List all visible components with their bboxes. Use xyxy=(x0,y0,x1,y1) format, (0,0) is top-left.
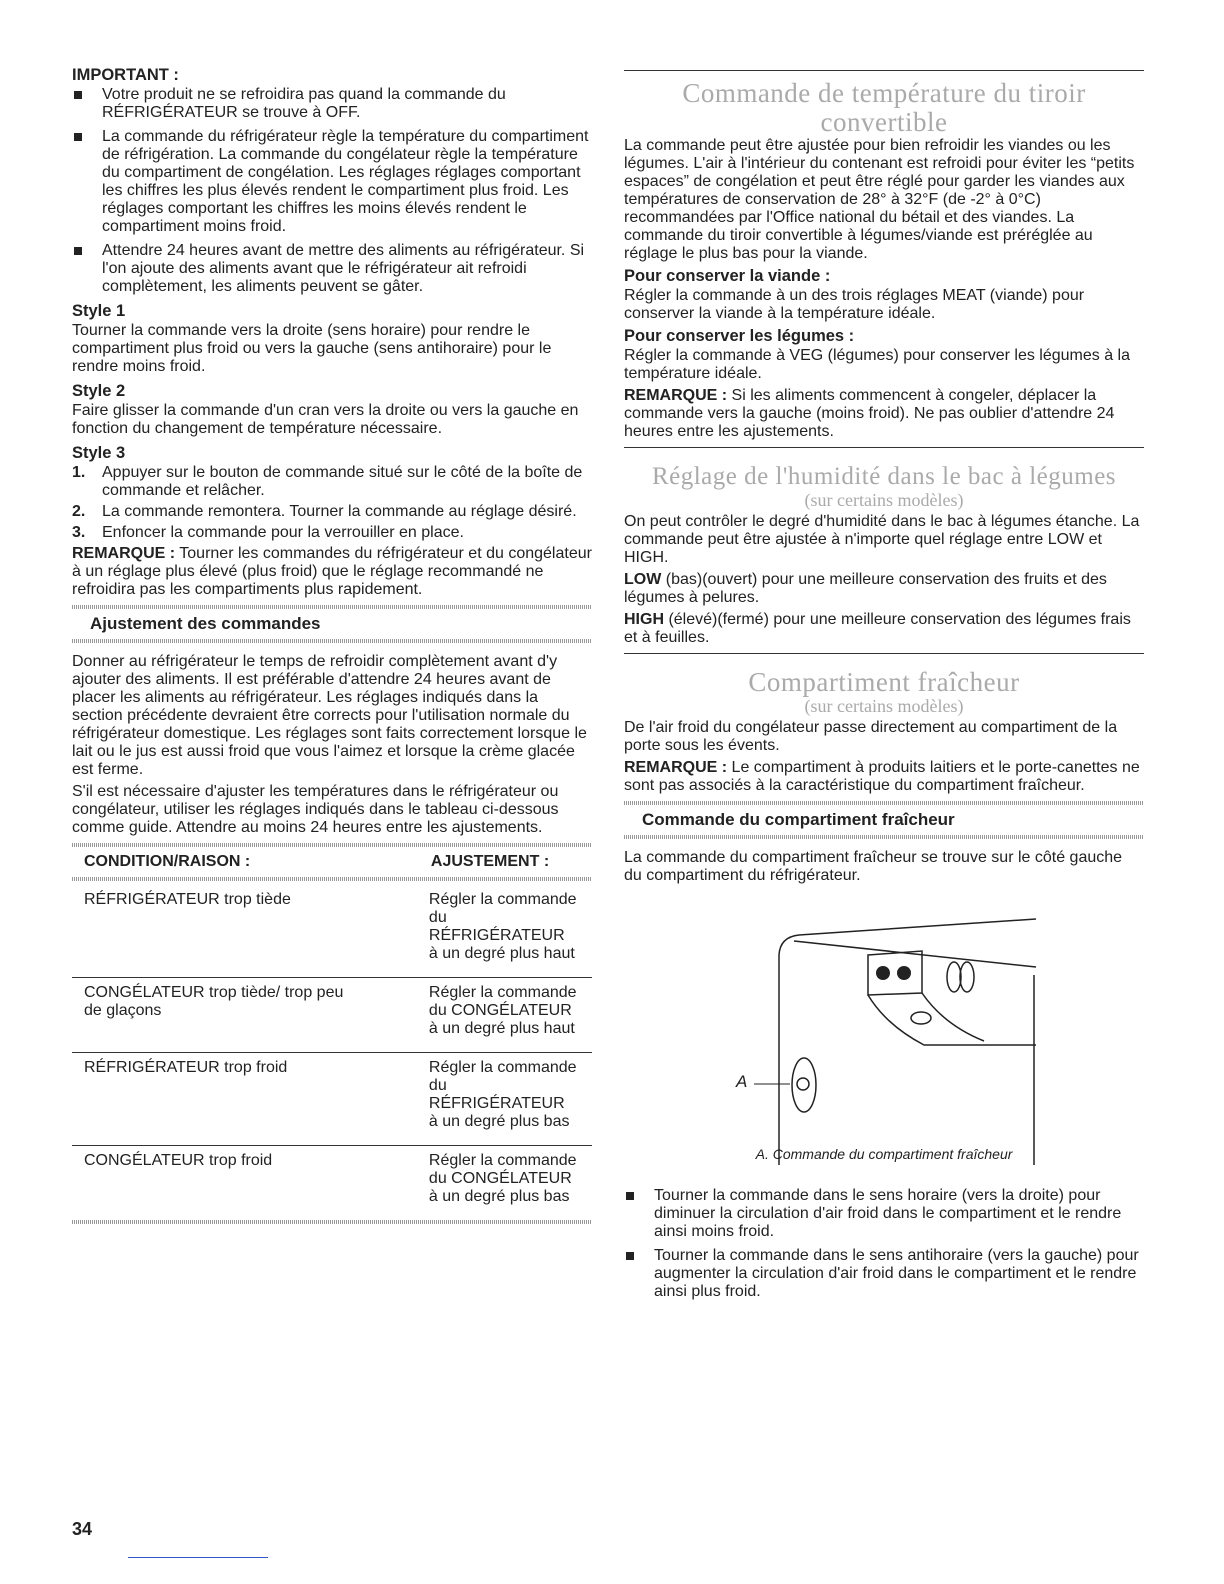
section-subtitle: (sur certains modèles) xyxy=(804,696,964,716)
list-item xyxy=(72,128,592,236)
step-text: La commande remontera. Tourner la commande au réglage désiré. xyxy=(102,503,577,520)
adjustment-line: à un degré plus bas xyxy=(428,1113,570,1130)
condition-cell: RÉFRIGÉRATEUR trop tiède xyxy=(72,885,417,978)
high-text: (élevé)(fermé) pour une meilleure conservation des légumes frais et à feuilles. xyxy=(624,611,1131,646)
divider xyxy=(624,70,1144,71)
paragraph: Donner au réfrigérateur le temps de refroidir complètement avant d'y ajouter des aliments. Il est préférable d'attendre 24 heures avant de placer les aliments au réfrigérateur. Les réglages indiqués dans la section précédente devraient être corrects pour l'utilisation normale du réfrigérateur domestique. Les réglages sont faits correctement lorsque le lait ou le jus est aussi froid que vous l'aimez et lorsque la crème glacée est ferme. xyxy=(72,653,587,778)
list-item xyxy=(624,1187,1144,1241)
section-title: Commande du compartiment fraîcheur xyxy=(642,810,955,829)
condition-cell: CONGÉLATEUR trop tiède/ trop peu de glaçons xyxy=(72,978,417,1053)
divider xyxy=(624,835,1144,839)
style2-title: Style 2 xyxy=(72,382,126,400)
adjustment-line: à un degré plus haut xyxy=(428,1020,575,1037)
adjustment-line: du RÉFRIGÉRATEUR xyxy=(428,1077,565,1112)
bullet-text: Tourner la commande dans le sens horaire (vers la droite) pour diminuer la circulation d'air froid dans le compartiment et le rendre ainsi moins froid. xyxy=(654,1187,1122,1240)
adjustment-table xyxy=(72,853,592,1220)
condition-cell: CONGÉLATEUR trop froid xyxy=(84,1152,273,1169)
step xyxy=(72,524,592,542)
figure-label: A xyxy=(736,1072,748,1091)
adjustment-line: du CONGÉLATEUR xyxy=(428,1170,572,1187)
dial-icon xyxy=(897,966,911,980)
step xyxy=(72,503,592,521)
adjustment-cell xyxy=(417,978,592,1053)
remarque-label: REMARQUE : xyxy=(624,759,728,776)
step-number: 2. xyxy=(72,503,86,520)
paragraph xyxy=(624,571,1144,607)
footer-line xyxy=(128,1557,268,1558)
page-number: 34 xyxy=(72,1519,93,1539)
remarque-label: REMARQUE : xyxy=(72,545,176,562)
condition-cell: RÉFRIGÉRATEUR trop froid xyxy=(72,1053,417,1146)
high-label: HIGH xyxy=(624,611,664,628)
section-subtitle: (sur certains modèles) xyxy=(804,490,964,510)
adjustment-line: Régler la commande xyxy=(428,1059,577,1076)
table-row xyxy=(72,978,592,1053)
paragraph: De l'air froid du congélateur passe directement au compartiment de la porte sous les évents. xyxy=(624,719,1118,754)
adjustment-line: Régler la commande xyxy=(428,1152,577,1169)
adjustment-line: du CONGÉLATEUR xyxy=(428,1002,572,1019)
bullet-icon xyxy=(72,86,102,122)
divider xyxy=(72,843,592,847)
adjustment-cell xyxy=(417,1146,592,1221)
bullet-text: Attendre 24 heures avant de mettre des aliments au réfrigérateur. Si l'on ajoute des aliments avant que le réfrigérateur ait refroidi complètement, les aliments peuvent se gâter. xyxy=(102,242,585,295)
paragraph xyxy=(624,611,1144,647)
bullet-text: Tourner la commande dans le sens antihoraire (vers la gauche) pour augmenter la circulation d'air froid dans le compartiment et le rendre ainsi plus froid. xyxy=(654,1247,1139,1300)
important-label: IMPORTANT : xyxy=(72,66,179,84)
list-item xyxy=(72,242,592,296)
paragraph: Régler la commande à VEG (légumes) pour conserver les légumes à la température idéale. xyxy=(624,347,1131,382)
remarque-text: Le compartiment à produits laitiers et le porte-canettes ne sont pas associés à la caractéristique du compartiment fraîcheur. xyxy=(624,759,1140,794)
column-header: AJUSTEMENT : xyxy=(430,853,550,870)
divider xyxy=(624,447,1144,448)
dial-icon xyxy=(876,966,890,980)
adjustment-cell xyxy=(417,885,592,978)
paragraph: La commande peut être ajustée pour bien refroidir les viandes ou les légumes. L'air à l'intérieur du contenant est refroidi pour éviter les “petits espaces” de congélation et peut être réglé pour garder les viandes aux températures de conservation de 28° à 32°F (de -2° à 0°C) recommandées par l'Office national du bétail et des viandes. La commande du tiroir convertible à légumes/viande est préréglée au réglage le plus bas pour la viande. xyxy=(624,137,1135,262)
divider xyxy=(72,639,592,643)
column-header: CONDITION/RAISON : xyxy=(84,853,251,870)
section-title: Compartiment fraîcheur xyxy=(748,667,1020,697)
list-item xyxy=(624,1247,1144,1301)
style1-text: Tourner la commande vers la droite (sens horaire) pour rendre le compartiment plus froid ou vers la gauche (sens antihoraire) pour le rendre moins froid. xyxy=(72,322,552,375)
fresh-compartment-illustration xyxy=(624,895,1144,1165)
bullet-text: La commande du réfrigérateur règle la température du compartiment de réfrigération. La commande du congélateur règle la température du compartiment de congélation. Les réglages réglages comportant les chiffres les plus élevés rendent le compartiment plus froid. Les réglages comportant les chiffres les moins élevés rendent le compartiment moins froid. xyxy=(102,128,589,235)
adjustment-line: Régler la commande xyxy=(428,984,577,1001)
paragraph: S'il est nécessaire d'ajuster les températures dans le réfrigérateur ou congélateur, utiliser les réglages indiqués dans le tableau ci-dessous comme guide. Attendre au moins 24 heures entre les ajustements. xyxy=(72,783,559,836)
remarque-text: Tourner les commandes du réfrigérateur et du congélateur à un réglage plus élevé (plus froid) que le réglage recommandé ne refroidira pas les compartiments plus rapidement. xyxy=(72,545,592,598)
step-number: 3. xyxy=(72,524,86,541)
section-title: Ajustement des commandes xyxy=(90,614,321,633)
bullet-icon xyxy=(624,1187,654,1241)
remarque-text: Si les aliments commencent à congeler, déplacer la commande vers la gauche (moins froid). Ne pas oublier d'attendre 24 heures entre les ajustements. xyxy=(624,387,1115,440)
remarque-label: REMARQUE : xyxy=(624,387,728,404)
style2-text: Faire glisser la commande d'un cran vers la droite ou vers la gauche en fonction du changement de température nécessaire. xyxy=(72,402,579,437)
step-number: 1. xyxy=(72,464,86,481)
bullet-icon xyxy=(72,128,102,236)
figure-caption: A. Commande du compartiment fraîcheur xyxy=(755,1146,1013,1162)
low-text: (bas)(ouvert) pour une meilleure conservation des fruits et des légumes à pelures. xyxy=(624,571,1107,606)
subheading: Pour conserver les légumes : xyxy=(624,327,855,345)
style3-title: Style 3 xyxy=(72,444,126,462)
divider xyxy=(72,877,592,881)
table-row xyxy=(72,1053,592,1146)
divider xyxy=(72,1220,592,1224)
adjustment-line: à un degré plus haut xyxy=(428,945,575,962)
list-item xyxy=(72,86,592,122)
step-text: Enfoncer la commande pour la verrouiller en place. xyxy=(102,524,464,541)
style1-title: Style 1 xyxy=(72,302,126,320)
table-row xyxy=(72,885,592,978)
paragraph: On peut contrôler le degré d'humidité dans le bac à légumes étanche. La commande peut être ajustée à n'importe quel réglage entre LOW et HIGH. xyxy=(624,513,1140,566)
step xyxy=(72,464,592,500)
bullet-icon xyxy=(72,242,102,296)
adjustment-line: du RÉFRIGÉRATEUR xyxy=(428,909,565,944)
figure xyxy=(624,895,1144,1165)
bullet-icon xyxy=(624,1247,654,1301)
subheading: Pour conserver la viande : xyxy=(624,267,831,285)
paragraph: La commande du compartiment fraîcheur se trouve sur le côté gauche du compartiment du réfrigérateur. xyxy=(624,849,1123,884)
section-title: Réglage de l'humidité dans le bac à légumes xyxy=(651,463,1117,490)
adjustment-line: à un degré plus bas xyxy=(428,1188,570,1205)
adjustment-line: Régler la commande xyxy=(428,891,577,908)
divider xyxy=(624,801,1144,805)
left-column xyxy=(72,66,592,1230)
right-column xyxy=(624,70,1144,1307)
divider xyxy=(72,605,592,609)
step-text: Appuyer sur le bouton de commande situé sur le côté de la boîte de commande et relâcher. xyxy=(102,464,583,499)
low-label: LOW xyxy=(624,571,662,588)
table-row xyxy=(72,1146,592,1221)
remarque xyxy=(624,759,1144,795)
adjustment-cell xyxy=(417,1053,592,1146)
paragraph: Régler la commande à un des trois réglages MEAT (viande) pour conserver la viande à la température idéale. xyxy=(624,287,1085,322)
remarque xyxy=(72,545,592,599)
section-title: Commande de température du tiroir convertible xyxy=(682,78,1086,137)
divider xyxy=(624,653,1144,654)
bullet-text: Votre produit ne se refroidira pas quand la commande du RÉFRIGÉRATEUR se trouve à OFF. xyxy=(102,86,506,121)
remarque xyxy=(624,387,1144,441)
